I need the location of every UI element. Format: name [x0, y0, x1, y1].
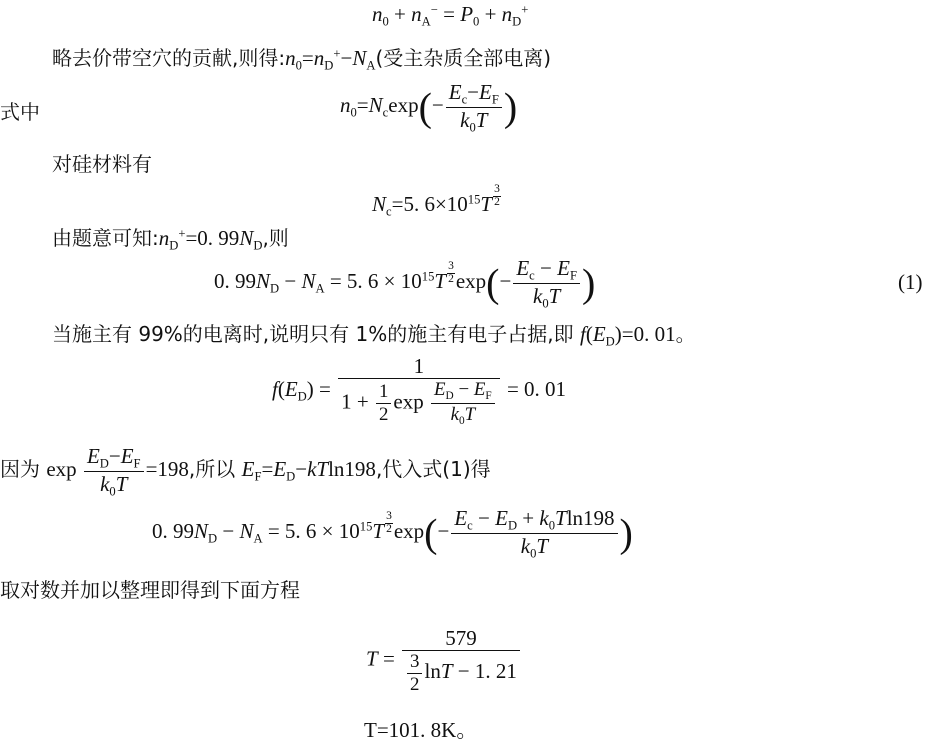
because-mid: ,所以	[188, 457, 242, 482]
silicon-line: 对硅材料有	[52, 152, 152, 176]
result: T=101. 8K。	[364, 718, 478, 742]
equation-nc: $N_c=5$. $6\times 10^{15}T$ $\frac{3}{2}$	[372, 183, 500, 219]
numerator-579: 579	[445, 626, 477, 650]
equation-charge-neutrality: $n_0 + n_A^- = P_0 + n_D^+$	[372, 2, 529, 29]
ionized-line: 当施主有 99%的电离时,说明只有 1%的施主有电子占据,即 $f(E_D)=0$. 01。	[52, 322, 696, 349]
nc-coefficient: 5. 6×10	[403, 191, 468, 216]
because-tail: ,代入式(1)得	[375, 457, 491, 482]
equation-n0: $n_0=N_c\exp(-$ $\frac{E_c-E_F}{k_0T}$ )	[340, 80, 518, 135]
because-line: 因为 exp $\frac{E_D-E_F}{k_0T}$ =198,所以 $E_F=E_D-kTln198$,代入式(1)得	[0, 444, 491, 499]
equation-temperature: T = 579 $\frac{3}{2}$ lnT − 1. 21	[366, 626, 522, 696]
given-tail: ,则	[262, 226, 289, 250]
given-line: 由题意可知$:n_D^+=0$. $99N_D$,则	[52, 226, 289, 253]
neglect-text: 略去价带空穴的贡献,则得:	[52, 46, 286, 70]
offset-121: 1. 21	[474, 659, 517, 684]
neglect-holes-line: 略去价带空穴的贡献,则得$:n_0=n_D^+-N_A$(受主杂质全部电离)	[52, 46, 552, 73]
equation-number-1: (1)	[898, 270, 923, 294]
neglect-note: (受主杂质全部电离)	[375, 46, 552, 70]
where-label: 式中	[0, 100, 40, 124]
because-label: 因为	[0, 457, 47, 482]
equation-1: 0. $99N_D - N_A = 5$. $6 \times 10^{15}T$ $\frac{3}{2}$ exp(− $\frac{E_c - E_F}{k_0T}$ )	[214, 256, 596, 311]
ionized-text: 当施主有 99%的电离时,说明只有 1%的施主有电子占据,即	[52, 322, 580, 346]
equation-fermi: $f(E_D)$ = 1 1 + $\frac{1}{2}$ exp $\frac{E_D - E_F}{k_0T}$ = 0. 01	[272, 354, 567, 428]
nc-exponent: 15	[467, 192, 481, 207]
log-line: 取对数并加以整理即得到下面方程	[0, 578, 300, 602]
equation-substituted: 0. $99N_D - N_A = 5$. $6 \times 10^{15}T$ $\frac{3}{2}$ exp(− $\frac{E_c - E_D + k_0Tln198}{k_0T}$ )	[152, 506, 633, 561]
given-text: 由题意可知:	[52, 226, 159, 250]
